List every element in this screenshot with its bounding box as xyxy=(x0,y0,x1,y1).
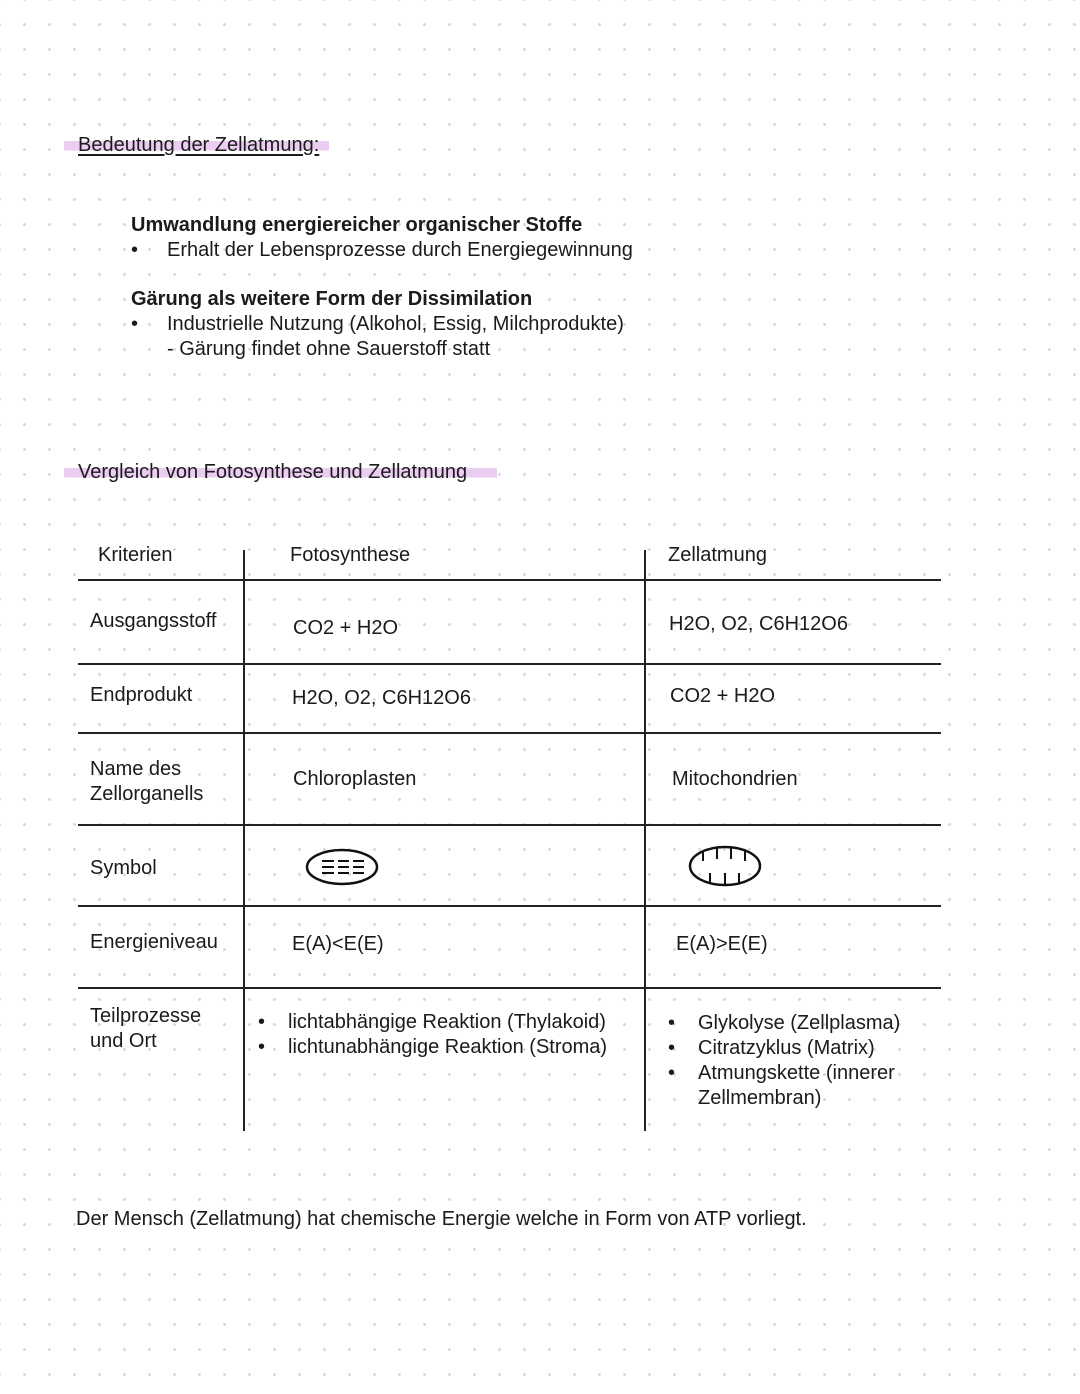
header-zellatmung: Zellatmung xyxy=(668,544,767,566)
cell-foto-teilprozesse xyxy=(288,1010,607,1060)
row-label-energieniveau: Energieniveau xyxy=(90,931,218,953)
list-item: • Citratzyklus (Matrix) xyxy=(698,1036,900,1061)
cell-foto-endprodukt: H2O, O2, C6H12O6 xyxy=(292,687,471,709)
sub-note-gaerung: - Gärung findet ohne Sauerstoff statt xyxy=(167,338,491,360)
block-title-umwandlung: Umwandlung energiereicher organischer Stoffe xyxy=(131,214,583,236)
cell-zell-endprodukt: CO2 + H2O xyxy=(670,685,776,707)
list-item-continuation: Zellmembran) xyxy=(698,1087,822,1109)
table-divider-2 xyxy=(644,550,646,1131)
table-rule xyxy=(78,579,941,581)
cell-foto-organell: Chloroplasten xyxy=(293,768,417,790)
table-rule xyxy=(78,663,941,665)
table-divider-1 xyxy=(243,550,245,1131)
section-heading-zellatmung: Bedeutung der Zellatmung: xyxy=(64,134,329,157)
cell-zell-teilprozesse xyxy=(698,1011,900,1111)
list-item: • Atmungskette (innerer xyxy=(698,1061,900,1086)
cell-zell-ausgangsstoff: H2O, O2, C6H12O6 xyxy=(669,613,848,635)
cell-zell-energieniveau: E(A)>E(E) xyxy=(676,933,768,955)
row-label-teilprozesse: Teilprozesse und Ort xyxy=(90,1005,202,1052)
table-rule xyxy=(78,732,941,734)
list-item: • Glykolyse (Zellplasma) xyxy=(698,1011,900,1036)
list-item: • lichtabhängige Reaktion (Thylakoid) xyxy=(288,1010,607,1035)
section-heading-vergleich: Vergleich von Fotosynthese und Zellatmung xyxy=(64,461,497,484)
bullet-industrielle-nutzung: • Industrielle Nutzung (Alkohol, Essig, Milchprodukte) xyxy=(131,313,624,335)
row-label-endprodukt: Endprodukt xyxy=(90,684,193,706)
summary-sentence: Der Mensch (Zellatmung) hat chemische Energie welche in Form von ATP vorliegt. xyxy=(76,1208,807,1230)
row-label-symbol: Symbol xyxy=(90,857,157,879)
row-label-ausgangsstoff: Ausgangsstoff xyxy=(90,610,217,632)
cell-foto-energieniveau: E(A)<E(E) xyxy=(292,933,384,955)
chloroplast-icon xyxy=(305,847,381,889)
cell-zell-organell: Mitochondrien xyxy=(672,768,798,790)
block-title-gaerung: Gärung als weitere Form der Dissimilation xyxy=(131,288,533,310)
cell-foto-ausgangsstoff: CO2 + H2O xyxy=(293,617,399,639)
row-label-zellorganell: Name des Zellorganells xyxy=(90,758,204,805)
table-rule xyxy=(78,905,941,907)
table-rule xyxy=(78,987,941,989)
header-fotosynthese: Fotosynthese xyxy=(290,544,411,566)
bullet-erhalt: • Erhalt der Lebensprozesse durch Energiegewinnung xyxy=(131,239,633,261)
list-item: • lichtunabhängige Reaktion (Stroma) xyxy=(288,1035,607,1060)
table-rule xyxy=(78,824,941,826)
mitochondrion-icon xyxy=(687,843,763,889)
header-kriterien: Kriterien xyxy=(98,544,173,566)
